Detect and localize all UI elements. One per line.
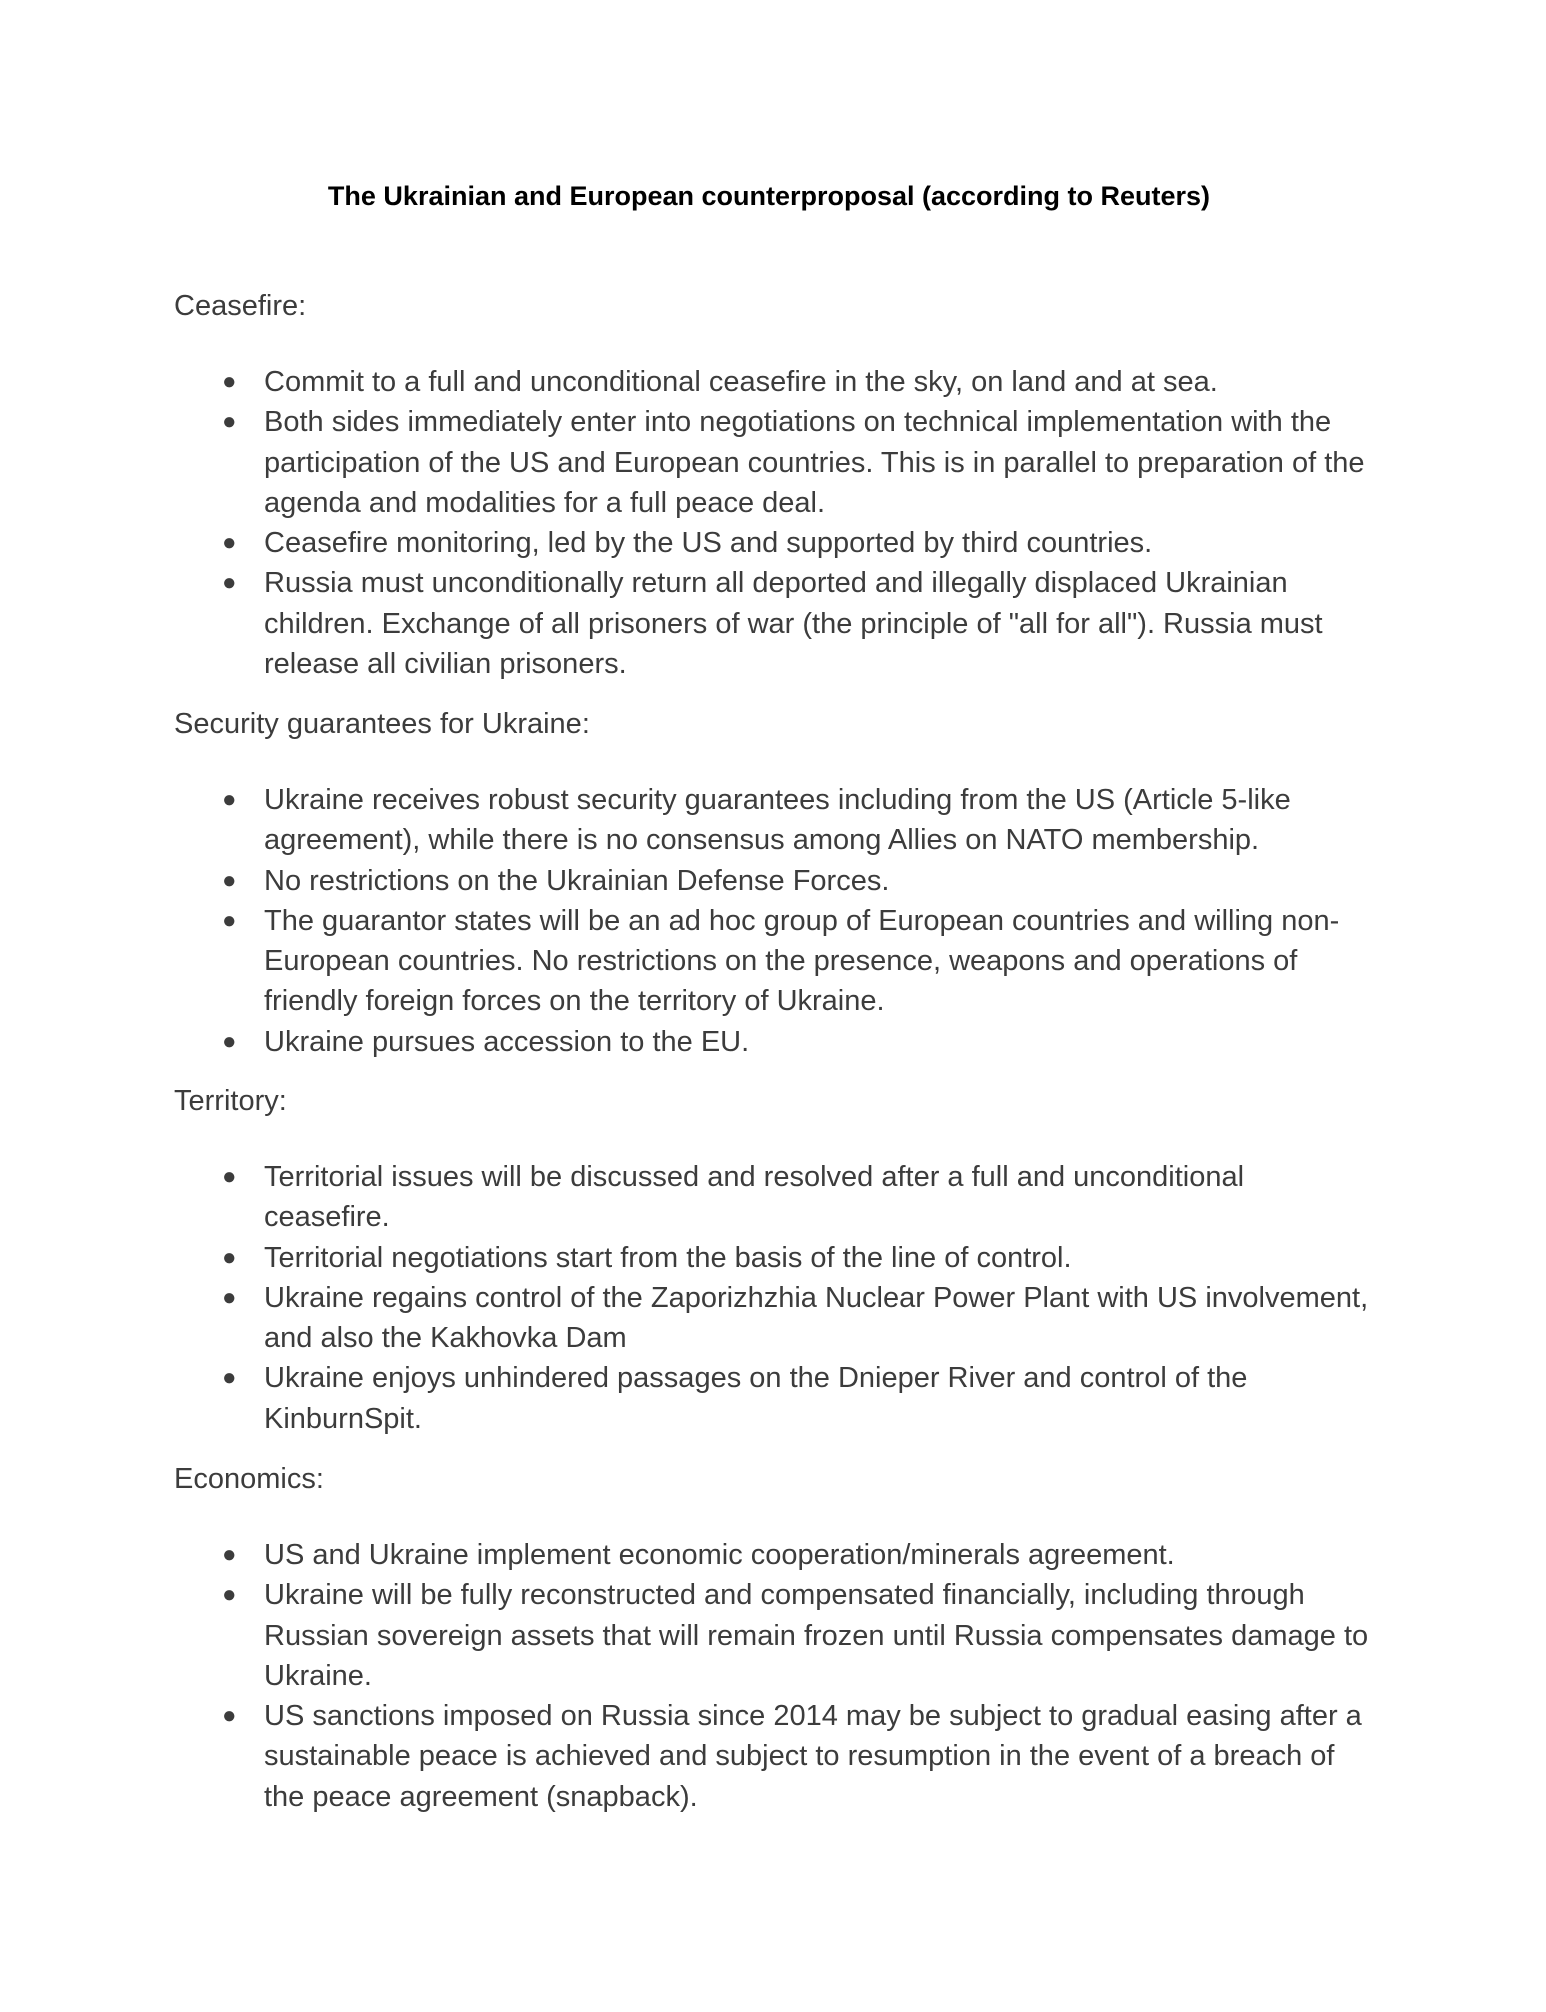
list-item-text: US sanctions imposed on Russia since 2014 may be subject to gradual easing after a sustainable peace is achieved and subject to resumption in the event of a breach of the peace agreement (snapback). (264, 1700, 1362, 1813)
list-item (174, 402, 1374, 523)
bullet-icon: ● (222, 1541, 237, 1568)
list-item-text: Ukraine regains control of the Zaporizhzhia Nuclear Power Plant with US involvement, and also the Kakhovka Dam (264, 1281, 1369, 1355)
economics-list (174, 1535, 1374, 1817)
bullet-icon: ● (222, 569, 237, 597)
bullet-icon: ● (222, 1581, 237, 1609)
bullet-icon: ● (222, 1364, 237, 1392)
security-guarantees-list (174, 780, 1374, 1062)
list-item-text: Ukraine pursues accession to the EU. (264, 1025, 750, 1058)
bullet-icon: ● (222, 529, 237, 557)
list-item (174, 563, 1374, 684)
bullet-icon: ● (222, 1027, 237, 1055)
list-item (174, 1022, 1374, 1062)
bullet-icon: ● (222, 786, 237, 813)
bullet-icon: ● (222, 368, 237, 395)
list-item-text: Commit to a full and unconditional ceasefire in the sky, on land and at sea. (264, 366, 1218, 398)
list-item-text: Both sides immediately enter into negotiations on technical implementation with the participation of the US and European countries. This is in parallel to preparation of the agenda and modalities for a full peace deal. (264, 406, 1365, 519)
list-item (174, 901, 1374, 1022)
list-item-text: Ukraine receives robust security guarantees including from the US (Article 5-like agreement), while there is no consensus among Allies on NATO membership. (264, 784, 1291, 857)
list-item-text: The guarantor states will be an ad hoc group of European countries and willing non-European countries. No restrictions on the presence, weapons and operations of friendly foreign forces on the territory of Ukraine. (264, 904, 1340, 1018)
bullet-icon: ● (222, 906, 237, 934)
territory-list (174, 1157, 1374, 1439)
list-item (174, 1696, 1374, 1817)
bullet-icon: ● (222, 866, 237, 894)
bullet-icon: ● (222, 1702, 237, 1730)
section-heading-economics: Economics: (174, 1463, 324, 1495)
list-item (174, 1157, 1374, 1238)
list-item-text: Ceasefire monitoring, led by the US and supported by third countries. (264, 527, 1153, 560)
list-item (174, 1575, 1374, 1696)
section-heading-ceasefire: Ceasefire: (174, 290, 307, 322)
document-title: The Ukrainian and European counterproposal (according to Reuters) (327, 181, 1211, 211)
list-item-text: Ukraine will be fully reconstructed and compensated financially, including through Russian sovereign assets that will remain frozen until Russia compensates damage to Ukraine. (264, 1579, 1369, 1692)
list-item-text: No restrictions on the Ukrainian Defense Forces. (264, 864, 890, 897)
list-item (174, 362, 1374, 402)
bullet-icon: ● (222, 1163, 237, 1190)
list-item (174, 1535, 1374, 1575)
ceasefire-list (174, 362, 1374, 684)
list-item-text: Territorial issues will be discussed and resolved after a full and unconditional ceasefire. (264, 1161, 1245, 1234)
list-item-text: Territorial negotiations start from the basis of the line of control. (264, 1241, 1072, 1274)
bullet-icon: ● (222, 1283, 237, 1311)
list-item-text: US and Ukraine implement economic cooperation/minerals agreement. (264, 1539, 1175, 1571)
list-item (174, 861, 1374, 901)
list-item-text: Ukraine enjoys unhindered passages on the Dnieper River and control of the KinburnSpit. (264, 1362, 1248, 1435)
bullet-icon: ● (222, 1243, 237, 1271)
bullet-icon: ● (222, 408, 237, 436)
list-item (174, 1278, 1374, 1359)
section-heading-security-guarantees: Security guarantees for Ukraine: (174, 708, 590, 740)
section-heading-territory: Territory: (174, 1085, 287, 1117)
list-item-text: Russia must unconditionally return all deported and illegally displaced Ukrainian children. Exchange of all prisoners of war (the principle of "all for all"). Russia must release all civilian prisoners. (264, 567, 1323, 681)
list-item (174, 523, 1374, 563)
list-item (174, 1358, 1374, 1439)
list-item (174, 780, 1374, 861)
list-item (174, 1238, 1374, 1278)
